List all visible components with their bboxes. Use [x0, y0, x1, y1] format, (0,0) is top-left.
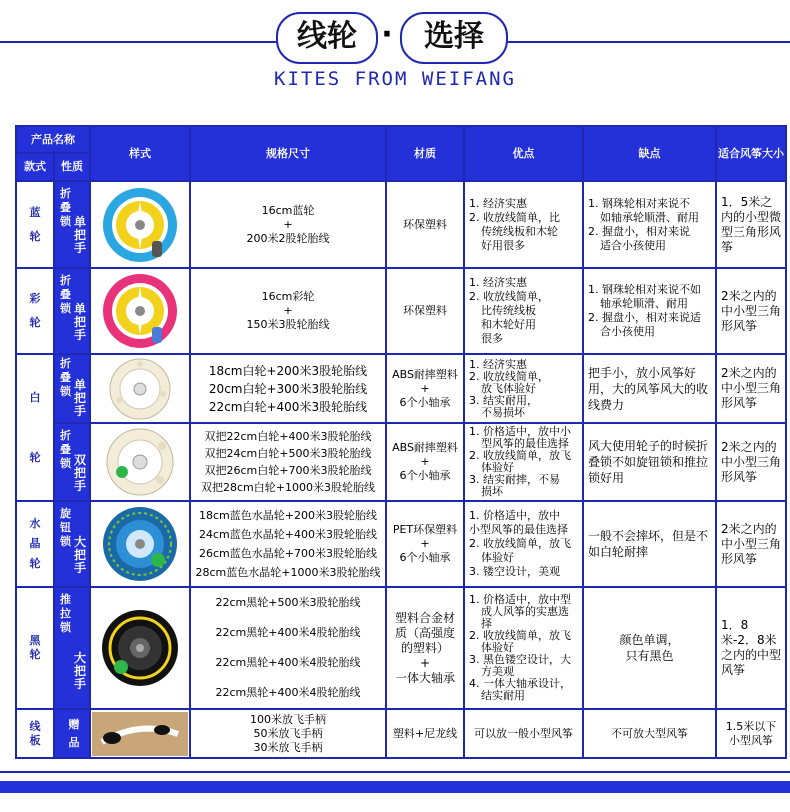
crystal-reel-icon — [100, 504, 180, 584]
pink-reel-image — [90, 268, 190, 354]
footer-bar — [0, 781, 790, 793]
white-double-reel-icon — [104, 426, 176, 498]
row-pros: 1. 经济实惠 2. 收放线简单， 比传统线板 和木轮好用 很多 — [464, 268, 583, 354]
row-material: 环保塑料 — [386, 181, 464, 268]
row-spec: 18cm蓝色水晶轮+200米3股轮胎线 24cm蓝色水晶轮+400米3股轮胎线 26cm蓝色水晶轮+700米3股轮胎线 28cm蓝色水晶轮+1000米3股轮胎线 — [190, 501, 386, 587]
row-suitable: 2米之内的中小型三角形风筝 — [716, 268, 786, 354]
row-material: 塑料+尼龙线 — [386, 709, 464, 758]
black-reel-image — [90, 587, 190, 709]
row-cons: 不可放大型风筝 — [583, 709, 716, 758]
row-suitable: 2米之内的中小型三角形风筝 — [716, 423, 786, 501]
row-cons: 1. 钢珠轮相对来说不 如轴承轮顺滑、耐用 2. 握盘小，相对来说 适合小孩使用 — [583, 181, 716, 268]
header-suitable: 适合风筝大小 — [716, 126, 786, 181]
row-spec: 100米放飞手柄 50米放飞手柄 30米放飞手柄 — [190, 709, 386, 758]
row-type: 折 叠 锁 双 把 手 — [54, 423, 90, 501]
page-title — [276, 12, 506, 60]
reel-comparison-table — [15, 125, 787, 759]
row-name: 水 晶 轮 — [16, 501, 54, 587]
row-pros: 1. 经济实惠 2. 收放线简单，比 传统线板和木轮 好用很多 — [464, 181, 583, 268]
row-pros: 1. 价格适中，放中型 成人风筝的实惠选择 2. 收放线简单，放飞 体验好 3. 黑色镂空设计，大 方美观 4. 一体大轴承设计， 结实耐用 — [464, 587, 583, 709]
row-suitable: 1．8米-2．8米之内的中型风筝 — [716, 587, 786, 709]
row-name: 白 轮 — [16, 354, 54, 501]
row-pros: 1. 经济实惠 2. 收放线简单， 放飞体验好 3. 结实耐用， 不易损坏 — [464, 354, 583, 423]
row-suitable: 2米之内的中小型三角形风筝 — [716, 354, 786, 423]
row-name: 线 板 — [16, 709, 54, 758]
row-type: 旋 钮 锁 大 把 手 — [54, 501, 90, 587]
row-cons: 1. 钢珠轮相对来说不如 轴承轮顺滑、耐用 2. 握盘小，相对来说适 合小孩使用 — [583, 268, 716, 354]
footer-line — [0, 771, 790, 773]
row-spec: 16cm彩轮 + 150米3股轮胎线 — [190, 268, 386, 354]
row-material: 塑料合金材 质（高强度 的塑料） + 一体大轴承 — [386, 587, 464, 709]
title-part-1: 线轮 — [276, 12, 378, 64]
row-material: ABS耐摔塑料 + 6个小轴承 — [386, 423, 464, 501]
table-row — [16, 268, 786, 354]
blue-reel-image — [90, 181, 190, 268]
row-cons: 颜色单调， 只有黑色 — [583, 587, 716, 709]
title-part-2: 选择 — [400, 12, 508, 64]
crystal-reel-image — [90, 501, 190, 587]
line-board-icon — [92, 712, 188, 756]
row-cons: 一般不会摔坏，但是不如白轮耐摔 — [583, 501, 716, 587]
white-reel-image — [90, 354, 190, 423]
row-suitable: 1.5米以下小型风筝 — [716, 709, 786, 758]
row-type: 推 拉 锁 大 把 手 — [54, 587, 90, 709]
header-line-right — [505, 41, 790, 43]
row-suitable: 2米之内的中小型三角形风筝 — [716, 501, 786, 587]
row-cons: 把手小，放小风筝好用，大的风筝风大的收线费力 — [583, 354, 716, 423]
header-line-left — [0, 41, 277, 43]
header-product-name: 产品名称 — [16, 126, 90, 153]
table-row — [16, 501, 786, 587]
table-row — [16, 354, 786, 423]
row-name: 蓝 轮 — [16, 181, 54, 268]
row-name: 黑 轮 — [16, 587, 54, 709]
row-type: 折 叠 锁 单 把 手 — [54, 354, 90, 423]
header-appearance: 样式 — [90, 126, 190, 181]
white-double-reel-image — [90, 423, 190, 501]
blue-reel-icon — [100, 185, 180, 265]
row-spec: 18cm白轮+200米3股轮胎线 20cm白轮+300米3股轮胎线 22cm白轮+400米3股轮胎线 — [190, 354, 386, 423]
row-name: 彩 轮 — [16, 268, 54, 354]
black-reel-icon — [99, 607, 181, 689]
row-suitable: 1．5米之内的小型微型三角形风筝 — [716, 181, 786, 268]
row-type: 折 叠 锁 单 把 手 — [54, 181, 90, 268]
header-style: 款式 — [16, 153, 54, 181]
row-spec: 16cm蓝轮 + 200米2股轮胎线 — [190, 181, 386, 268]
header-nature: 性质 — [54, 153, 90, 181]
table-row — [16, 709, 786, 758]
header-cons: 缺点 — [583, 126, 716, 181]
pink-reel-icon — [100, 271, 180, 351]
title-dot: · — [381, 17, 393, 52]
row-pros: 可以放一般小型风筝 — [464, 709, 583, 758]
row-type: 折 叠 锁 单 把 手 — [54, 268, 90, 354]
header-material: 材质 — [386, 126, 464, 181]
row-cons: 风大使用轮子的时候折叠锁不如旋钮锁和推拉锁好用 — [583, 423, 716, 501]
row-material: PET环保塑料 + 6个小轴承 — [386, 501, 464, 587]
row-material: 环保塑料 — [386, 268, 464, 354]
table-row — [16, 587, 786, 709]
subtitle: KITES FROM WEIFANG — [274, 68, 516, 90]
row-pros: 1. 价格适中，放中小 型风筝的最佳选择 2. 收放线简单，放飞 体验好 3. 结实耐摔，不易 损坏 — [464, 423, 583, 501]
row-material: ABS耐摔塑料 + 6个小轴承 — [386, 354, 464, 423]
line-board-image — [90, 709, 190, 758]
row-type: 赠 品 — [54, 709, 90, 758]
table-row — [16, 423, 786, 501]
row-spec: 22cm黑轮+500米3股轮胎线 22cm黑轮+400米4股轮胎线 22cm黑轮+400米4股轮胎线 22cm黑轮+400米4股轮胎线 — [190, 587, 386, 709]
white-reel-icon — [107, 356, 173, 422]
header-pros: 优点 — [464, 126, 583, 181]
row-spec: 双把22cm白轮+400米3股轮胎线 双把24cm白轮+500米3股轮胎线 双把26cm白轮+700米3股轮胎线 双把28cm白轮+1000米3股轮胎线 — [190, 423, 386, 501]
row-pros: 1. 价格适中，放中 小型风筝的最佳选择 2. 收放线简单，放飞 体验好 3. 镂空设计，美观 — [464, 501, 583, 587]
header-spec: 规格尺寸 — [190, 126, 386, 181]
table-row — [16, 181, 786, 268]
